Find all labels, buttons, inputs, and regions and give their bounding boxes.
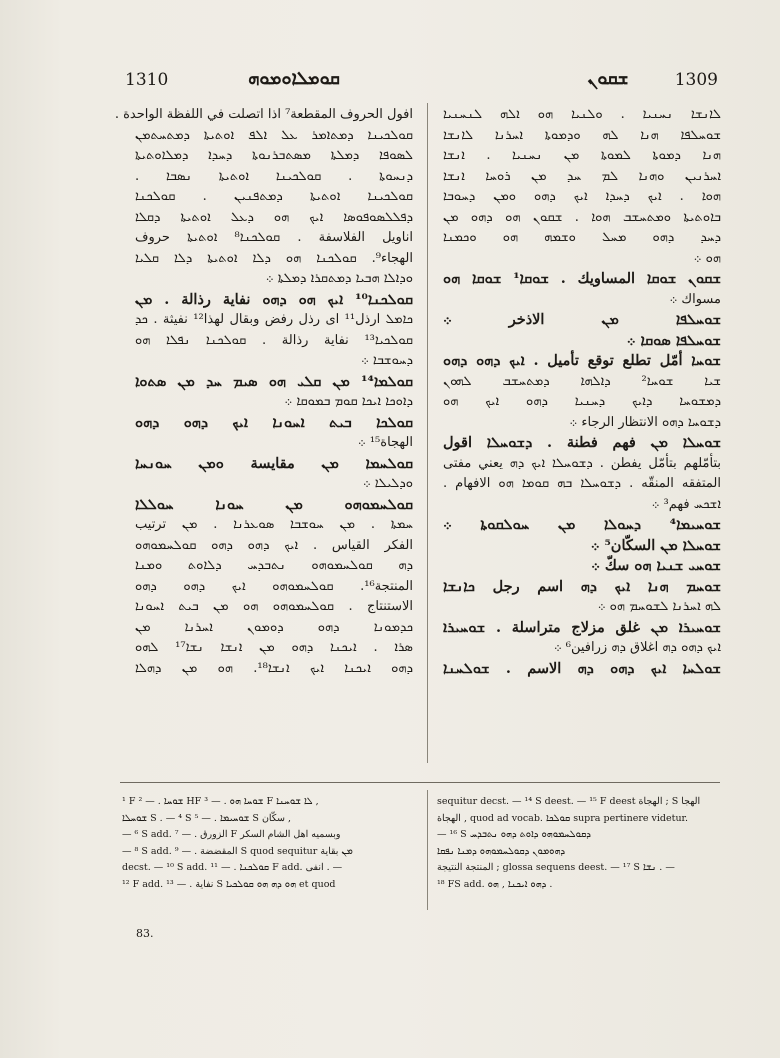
column-divider	[427, 103, 428, 763]
text-line: ܣܪܐ . ܐܝܟܢܐ ܕܗܘ ܡܢ ܐܢܫܐ ܢܫܐ¹⁷ ܠܗܘ	[135, 640, 413, 655]
text-line: ܕܫܘܚܐ ܕܗܘ الانتظار الرجاء ܀	[569, 414, 721, 430]
text-line: ܘܕܐܠܐ ܗܒܝܐ ܕܡܬܩܪܐ ܕܡܠܬܐ ܀	[265, 271, 413, 286]
text-line: ܗܢܐ ܕܡܘܬܐ ܠܡܘܬܐ ܡܢ ܢܚܢܝܐ . ܐܢܫܐ	[443, 148, 721, 163]
text-line: ܫܘܚܠܐ ܡܢ فهم فطنة . ܕܫܘܚܠܐ اقول	[443, 434, 721, 451]
text-line: ܕܢܚܘܬܐ . ܩܘܠܟܝܢܐ ܐܘܬܝܬܐ ܢܣܒܐ .	[135, 168, 413, 184]
text-line: الهجاة¹⁵ ܀	[357, 435, 413, 450]
right-running-head: ܫܩܘܢ	[587, 68, 629, 89]
footnote-line: ¹² F add. نفاية . — ¹³ S ܗܘ ܕܗ ܗܘ ܩܘܠܟܝܐ et quod	[122, 878, 336, 890]
text-line: ܐܝܟ ܕܗܘ ܕܗ اغلاق ܕܗ زرافين⁶ ܀	[553, 640, 721, 655]
footnote-line: — ⁶ S add. الزورق . — ⁷ F وبسميه اهل الشام السكر	[122, 829, 341, 840]
left-text-column	[114, 105, 413, 760]
text-line: ܕܗ ܩܘܠܚܡܘܗܘ ܢܬܒܕܚ ܕܠܐܘܬ ܘܡܢܐ	[135, 558, 413, 573]
text-line: ܫܘܚܡ ܗܢܐ ܐܝܟ ܕܗ اسم رجل ܟܐܢܫܐ	[443, 577, 721, 595]
footnote-line: — ⁸ S add. المقضضة . — ⁹ S quod sequitur ܡܢ بقاية	[122, 845, 353, 857]
footnote-line: decst. — ¹⁰ S add. ܩܘܠܟܢܐ . — ¹¹ F add. انفى . —	[122, 862, 343, 873]
text-line: ܘܕܠܝܠܐ ܀	[362, 476, 413, 491]
text-line: ܕܦܠܠܣܘܦܘܣܐ ܐܝܟ ܗܘ ܕܥܠ ܐܘܬܝܬܐ ܕܩܠܐ	[135, 209, 413, 225]
text-line: ܫܘܚܠܦܐ ܣܘܩܐ ܀	[626, 331, 721, 349]
text-line: ܐܚܪܢܝܢ ܘܗܢܐ ܠܡ ܚܕ ܡܢ ܪܘܚܐ ܐܢܫܐ	[443, 168, 721, 184]
text-line: ܠܗ ܐܚܪܢܐ ܠܫܘܚܡ ܗܘ ܀	[597, 599, 721, 614]
footnote-line: ¹⁸ FS add. ܕܗܘ ܐܝܟܢܐ , ܗܘ .	[437, 878, 553, 890]
text-line: ܫܘܠܚܐ ܐܝܟ ܕܗܘ ܕܗ الاسم . ܫܘܠܚܢܐ	[443, 659, 721, 677]
text-line: ܫܘܚܝܡܐ⁴ ܕܚܘܠܐ ܡܢ ܚܘܠܩܘܬܐ ܀	[443, 516, 721, 533]
footnote-line: sequitur decst. — ¹⁴ S deest. — ¹⁵ F deest الهجاة ; S الهجا	[437, 796, 701, 807]
left-running-head: ܩܘܡܠܐܘܡܘܗ	[248, 68, 340, 89]
signature-mark: 83.	[136, 927, 154, 940]
footnote-line: ¹ F ܫܘܚܐ . — ² HF ܫܘܚܐ ܗܘ . — ³ F ܠܐ ܫܘܚܢܐ ,	[122, 796, 319, 807]
footnote-rule	[120, 782, 720, 783]
text-line: ܟܐܡܠ ارذل¹¹ ای رذل رفض وبقال لهذا¹² نفيثة . ܟܕ	[135, 312, 413, 327]
text-line: ܕܚܘܫܒܐ ܀	[360, 353, 413, 368]
text-line: ܠܣܘܦܐ ܕܡܠܬܐ ܡܣܬܒܪܢܘܬܐ ܕܚܕܐ ܕܡܠܐܘܬܝܬܐ	[135, 148, 413, 163]
text-line: ܗܘܐ . ܐܝܟ ܕܚܕܐ ܐܝܟ ܕܗܘ ܘܡܢ ܕܚܘܒܐ	[443, 189, 721, 204]
text-line: ܩܘܠܟܐ ܒܝܬ ܐܚܘܢܐ ܐܝܟ ܕܗܘ ܕܗܘ	[135, 413, 413, 431]
text-line: ܫܘܚܝܪܐ ܡܢ غلق مزلاج متراسلة . ܫܘܚܝܪܐ	[443, 618, 721, 636]
footnotes-left	[122, 794, 417, 893]
footnote-line: الهجاة , quod ad vocab. ܩܘܠܟܐ supra pertinere videtur.	[437, 812, 689, 824]
footnote-line: — ¹⁶ S ܕܩܘܠܚܡܘܗܘ ܕܐܘܬ ܕܗܘ ܢܬܒܕܚ	[437, 829, 591, 840]
text-line: الاستنتاج . ܩܘܠܚܡܘܗܘ ܗܘ ܡܢ ܒܝܬ ܐܚܘܢܐ	[135, 599, 413, 614]
footnote-line: ܕܗܘܡܘܢ ܕܩܘܠܚܡܘܗܘ ܕܡܢܐ ܢܦܩܐ	[437, 845, 566, 857]
text-line: ܩܘܠܡܐ¹⁴ ܡܢ ܩܠܝ ܗܘ ܣܝܡ ܚܕ ܡܢ ܣܬܘܐ	[135, 372, 413, 390]
text-line: الفكر القياس . ܐܝܟ ܕܗܘ ܕܗܘ ܩܘܠܚܡܘܗܘ	[135, 537, 413, 553]
text-line: ܩܘܠܟܝܢܐ ܐܘܬܝܬܐ ܕܡܬܦܢܝܢ . ܩܘܠܟܢܐ	[135, 189, 413, 204]
text-line: ܟܕܡܘܢܐ ܕܗܘ ܕܘܡܘܢ ܐܚܪܢܐ ܡܢ	[135, 619, 413, 635]
text-line: ܩܘܠܚܡܐ ܡܢ مقايسة ܘܡܢ ܚܘܢܚܐ	[135, 454, 413, 472]
footnotes-right	[437, 794, 732, 893]
text-line: ܩܘܠܚܡܘܗܘ ܡܢ ܚܘܢܐ ܚܘܠܠܐ	[135, 495, 413, 513]
text-line: افول الحروف المقطعة⁷ اذا اتصلت في اللفظة الواحدة .	[114, 107, 413, 122]
text-line: ܚܡܬܐ . ܡܢ ܚܘܫܒܐ ܣܘܥܪܢܐ . ܡܢ ترتيب	[135, 517, 413, 532]
page-header	[118, 70, 718, 100]
text-line: اناويل الفلاسفة . ܩܘܠܟܢܐ⁸ ܐܘܬܝܬܐ حروف	[135, 230, 413, 245]
text-line: ܒܐܘܬܝܬܐ ܘܡܬܚܫܒ ܗܘܐ . ܫܩܘܢ ܗܘ ܕܗܘ ܡܢ	[443, 209, 721, 225]
right-text-column	[443, 105, 721, 760]
text-line: ܫܩܘܢ ܫܘܩܐ المساويك . ܫܘܩܐ¹ ܫܘܩܐ ܗܘ	[443, 270, 722, 287]
text-line: ܕܐܘܟܐ ܐܝܟܐ ܩܘܡ ܒܡܘܩܐ ܀	[284, 394, 413, 409]
text-line: ܕܗܘ ܐܝܟܢܐ ܐܝܟ ܐܢܫܐ¹⁸. ܗܘ ܡܢ ܕܗܠܐ	[135, 660, 413, 676]
text-line: ܫܘܚܠܐ ܡܢ السكّان⁵ ܀	[590, 536, 721, 554]
text-line: ܫܘܚܐ أمّل تطلع توقع تأميل . ܐܝܟ ܕܗܘ ܕܗܘ	[443, 352, 721, 369]
text-line: ܩܘܠܟܝܐ¹³ نفاية رذالة . ܩܘܠܟܢܐ ܢܦܠܐ ܗܘ	[135, 332, 413, 348]
text-line: المتفقه المنقّه . ܕܫܘܚܠܐ ܒܗ ܩܘܡܐ ܗܘ الافهام .	[443, 476, 721, 491]
text-line: ܫܘܚܝ ܫܢܝܐ ܗܘ سكّ ܀	[591, 557, 721, 574]
right-page-number: 1309	[674, 70, 718, 90]
text-line: ܫܘܚܠܦܐ ܗܢܐ ܠܗ ܘܕܡܘܬܐ ܐܚܪܢܐ ܠܐܢܫܐ	[443, 127, 721, 143]
text-line: ܫܝܐ ܫܘܚܐ² ܕܐܠܗܐ ܕܡܬܚܫܒ ܠܗܘܢ	[443, 373, 721, 389]
text-line: ܕܡܫܘܚܐ ܕܐܝܟ ܕܚܢܝܐ ܕܗܘ ܐܝܟ ܗܘ	[443, 394, 721, 409]
footnote-line: ܫܘܚܠܐ S . — ⁴ S ܫܘܚܝܡܐ . — ⁵ S سكّان ,	[122, 812, 292, 824]
text-line: ܠܐܢܫܐ ܢܚܢܝܐ . ܘܠܢܝܐ ܗܘ ܐܠܗ ܠܢܚܢܝܐ	[443, 107, 721, 122]
text-line: ܩܘܠܟܢܐ¹⁰ ܐܝܟ ܗܘ ܕܗܘ نفاية رذالة . ܡܢ	[135, 290, 413, 308]
text-line: ܫܘܚܠܦܐ ܡܢ الاذخر ܀	[443, 311, 721, 328]
text-line: المنتجة¹⁶. ܩܘܠܚܡܘܗܘ ܐܝܟ ܕܗܘ ܕܗܘ	[135, 578, 413, 594]
footnote-line: المنتجة النتيجة ; glossa sequens deest. — ¹⁷ S ܢܫܐ . —	[437, 862, 675, 873]
text-line: ܕܚܕ ܕܗܘ ܡܚܠ ܘܫܡܗ ܗܘ ܘܟܡܢܐ	[443, 230, 721, 245]
text-line: ܗܘ ܀	[693, 250, 721, 266]
footnote-divider	[427, 790, 428, 910]
text-line: ܐܫܟܚ فهم³ ܀	[651, 496, 721, 512]
text-line: مسواك ܀	[669, 291, 721, 307]
text-line: بتأمّلهم بتأمّل يفطن . ܕܫܘܚܠܐ ܐܝܟ ܕܗ يعني مفتى	[443, 455, 721, 471]
text-line: ܩܘܠܟܝܢܐ ܕܡܬܐܡܪ ܥܠ ܐܠܦ ܐܘܬܝܬܐ ܕܡܬܚܬܡܢ	[135, 127, 413, 143]
text-line: الهجاء⁹. ܩܘܠܟܢܐ ܗܘ ܕܠܐ ܐܘܬܝܬܐ ܕܠܐ ܩܠܝܐ	[135, 250, 413, 266]
left-page-number: 1310	[125, 70, 169, 90]
